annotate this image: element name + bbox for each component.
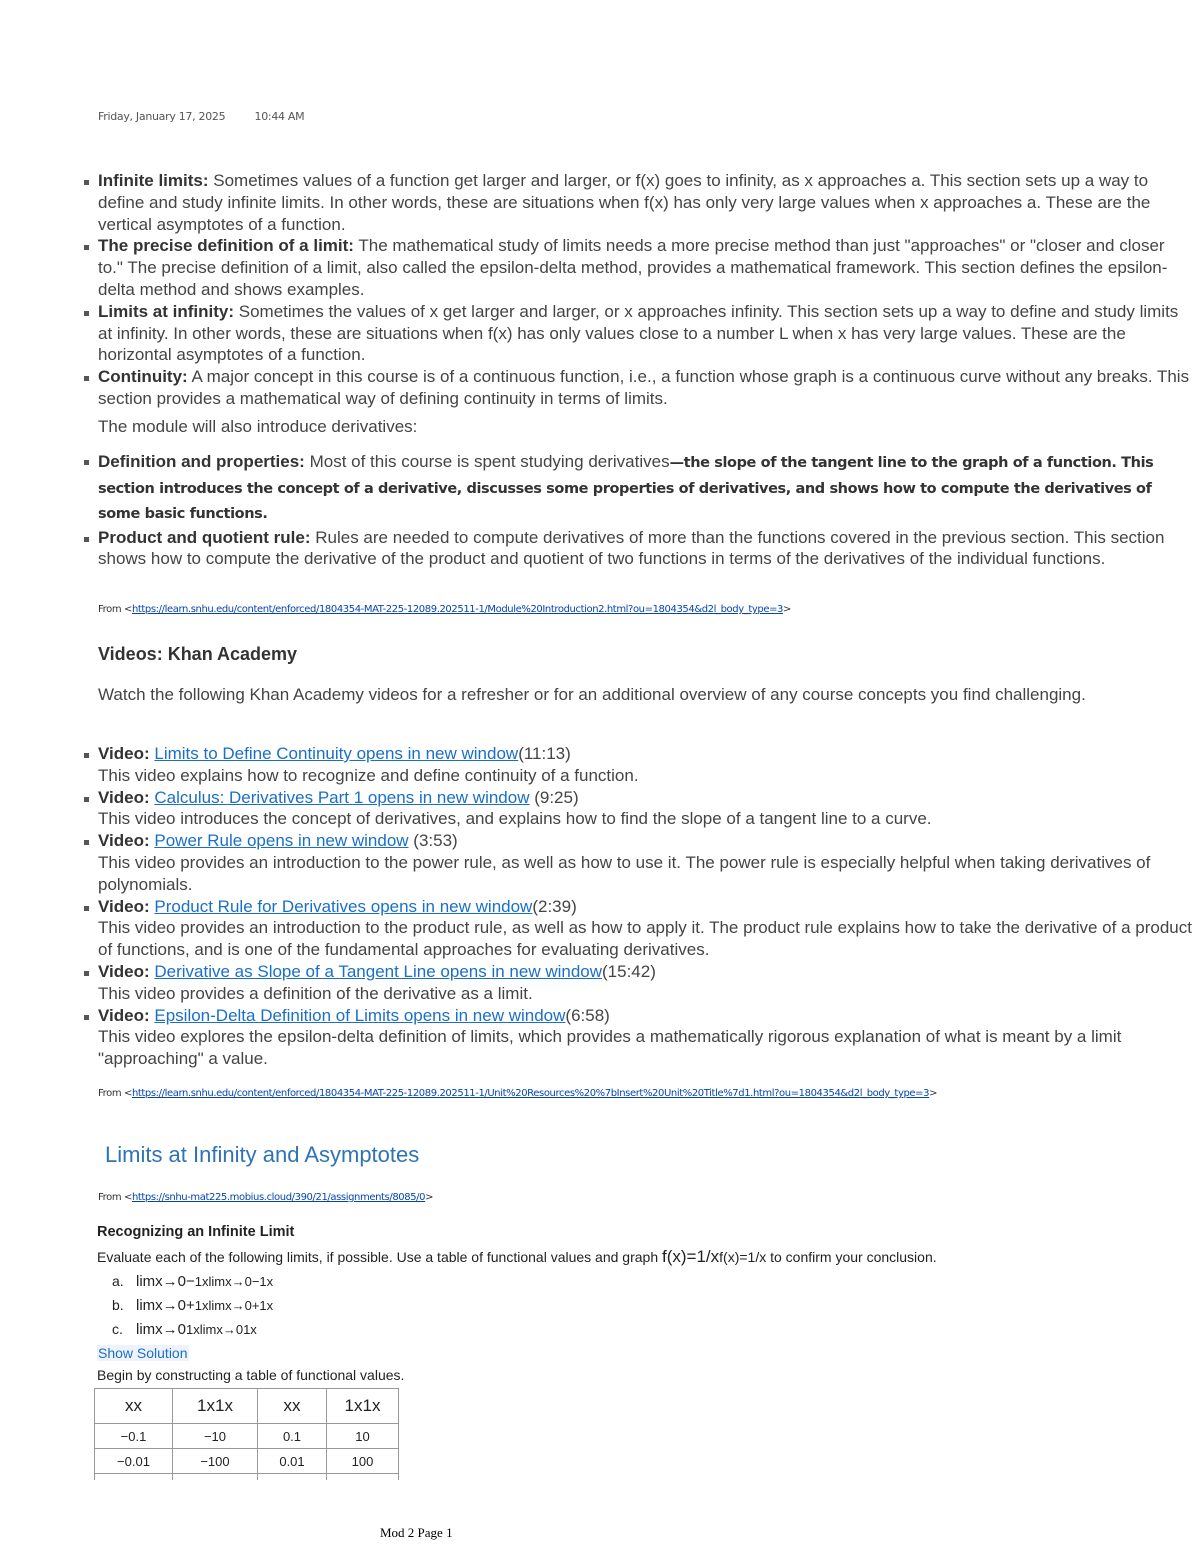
limit-expr: limx→0−	[136, 1273, 195, 1290]
video-duration: (15:42)	[602, 961, 656, 981]
topic-desc: Rules are needed to compute derivatives of more than the functions covered in the previous section. This section shows how to compute the derivative of the product and quotient of two functions in terms of the derivatives of the individual functions.	[98, 527, 1165, 569]
topic-term: Continuity:	[98, 367, 188, 387]
list-item	[80, 170, 1192, 235]
table-cell: −0.01	[95, 1449, 173, 1474]
column-header: 1x1x	[173, 1389, 258, 1424]
list-item	[80, 1005, 1192, 1070]
khan-intro: Watch the following Khan Academy videos for a refresher or for an additional overview of any course concepts you find challenging.	[98, 685, 1086, 704]
source-citation: From <https://snhu-mat225.mobius.cloud/390/21/assignments/8085/0>	[98, 1192, 434, 1203]
video-duration: (6:58)	[565, 1005, 610, 1025]
source-citation: From <https://learn.snhu.edu/content/enforced/1804354-MAT-225-12089.202511-1/Module%20Introduction2.html?ou=1804354&d2l_body_type=3>	[98, 604, 792, 615]
video-link[interactable]: Power Rule opens in new window	[154, 831, 409, 851]
topic-term: The precise definition of a limit:	[98, 236, 354, 256]
note-time: 10:44 AM	[254, 110, 305, 123]
topic-term: Definition and properties:	[98, 452, 305, 471]
source-citation: From <https://learn.snhu.edu/content/enforced/1804354-MAT-225-12089.202511-1/Unit%20Resources%20%7bInsert%20Unit%20Title%7d1.html?ou=1804354&d2l_body_type=3>	[98, 1088, 938, 1099]
module-topics-list	[80, 170, 1192, 410]
topic-term: Limits at infinity:	[98, 301, 234, 321]
example-intro: Evaluate each of the following limits, if possible. Use a table of functional values and graph f(x)=1/xf(x)=1/x to confirm your conclusion.	[97, 1247, 937, 1266]
video-duration: (11:13)	[518, 744, 571, 763]
video-duration: (9:25)	[529, 787, 579, 807]
table-cell: 0.1	[258, 1424, 327, 1449]
table-row	[95, 1424, 399, 1449]
video-link[interactable]: Limits to Define Continuity opens in new window	[154, 744, 519, 763]
video-label: Video:	[98, 787, 150, 807]
list-item	[80, 366, 1192, 410]
note-date: Friday, January 17, 2025	[98, 110, 226, 123]
limit-expr: limx→0	[136, 1321, 187, 1338]
video-label: Video:	[98, 831, 150, 851]
column-header: xx	[258, 1389, 327, 1424]
topic-desc: Sometimes values of a function get larger and larger, or f(x) goes to infinity, as x approaches a. This section sets up a way to define and study infinite limits. In other words, these are situations when f(x) has only very large values when x approaches a. These are the vertical asymptotes of a function.	[98, 171, 1151, 234]
video-link[interactable]: Product Rule for Derivatives opens in new window	[154, 896, 533, 916]
list-item	[80, 961, 1192, 1005]
column-header: 1x1x	[327, 1389, 399, 1424]
table-header-row	[95, 1389, 399, 1424]
video-label: Video:	[98, 1005, 150, 1025]
module-note: The module will also introduce derivatives:	[98, 417, 418, 436]
video-desc: This video provides an introduction to the power rule, as well as how to use it. The power rule is especially helpful when taking derivatives of polynomials.	[98, 852, 1151, 894]
video-link[interactable]: Derivative as Slope of a Tangent Line opens in new window	[154, 961, 603, 981]
list-item: c. limx→01xlimx→01x	[112, 1321, 257, 1338]
video-desc: This video introduces the concept of derivatives, and explains how to find the slope of a tangent line to a curve.	[98, 809, 932, 829]
table-cell: −0.1	[95, 1424, 173, 1449]
function-expr: f(x)=1/x	[662, 1247, 720, 1266]
functional-values-table	[94, 1388, 399, 1480]
video-desc: This video explains how to recognize and define continuity of a function.	[98, 765, 639, 785]
page-footer: Mod 2 Page 1	[380, 1525, 453, 1540]
video-label: Video:	[98, 744, 150, 763]
list-item: b. limx→0+1xlimx→0+1x	[112, 1297, 274, 1314]
video-link[interactable]: Calculus: Derivatives Part 1 opens in new window	[154, 787, 530, 807]
table-row	[95, 1449, 399, 1474]
table-cell: −100	[173, 1449, 258, 1474]
list-item: a. limx→0−1xlimx→0−1x	[112, 1273, 274, 1290]
column-header: xx	[95, 1389, 173, 1424]
list-item	[80, 527, 1192, 571]
show-solution-button[interactable]: Show Solution	[98, 1345, 188, 1361]
list-item	[80, 787, 1192, 831]
section-title: Limits at Infinity and Asymptotes	[105, 1142, 420, 1167]
example-heading: Recognizing an Infinite Limit	[97, 1224, 295, 1240]
limit-parts-list	[112, 1273, 273, 1345]
source-link[interactable]: https://learn.snhu.edu/content/enforced/1804354-MAT-225-12089.202511-1/Module%20Introduction2.html?ou=1804354&d2l_body_type=3	[131, 604, 784, 615]
source-link[interactable]: https://learn.snhu.edu/content/enforced/1804354-MAT-225-12089.202511-1/Unit%20Resources%20%7bInsert%20Unit%20Title%7d1.html?ou=1804354&d2l_body_type=3	[131, 1088, 930, 1099]
topic-desc-bold: —the slope of the tangent line to the graph of a function. This section introduces the concept of a derivative, discusses some properties of derivatives, and shows how to compute the derivatives of some basic functions.	[98, 455, 1154, 522]
video-desc: This video explores the epsilon-delta definition of limits, which provides a mathematically rigorous explanation of what is meant by a limit "approaching" a value.	[98, 1027, 1122, 1069]
topic-desc: Most of this course is spent studying derivatives	[309, 452, 670, 471]
list-item	[80, 450, 1192, 527]
list-item	[80, 743, 1192, 787]
list-item	[80, 235, 1192, 300]
video-link[interactable]: Epsilon-Delta Definition of Limits opens in new window	[154, 1005, 566, 1025]
video-label: Video:	[98, 961, 150, 981]
table-row	[95, 1474, 399, 1481]
topic-desc: The mathematical study of limits needs a more precise method than just "approaches" or "closer and closer to." The precise definition of a limit, also called the epsilon-delta method, provides a mathematical framework. This section defines the epsilon-delta method and shows examples.	[98, 236, 1168, 299]
list-item	[80, 896, 1192, 961]
video-duration: (3:53)	[408, 831, 458, 851]
video-list	[80, 743, 1192, 1070]
topic-desc: Sometimes the values of x get larger and larger, or x approaches infinity. This section sets up a way to define and study limits at infinity. In other words, these are situations when f(x) has only values close to a number L when x has very large values. These are the horizontal asymptotes of a function.	[98, 301, 1179, 365]
note-timestamp	[98, 110, 330, 123]
table-cell: 10	[327, 1424, 399, 1449]
video-desc: This video provides an introduction to the product rule, as well as how to apply it. The product rule explains how to take the derivative of a product of functions, and is one of the fundamental approaches for evaluating derivatives.	[98, 918, 1192, 960]
table-cell: −10	[173, 1424, 258, 1449]
list-item	[80, 301, 1192, 366]
table-cell: 100	[327, 1449, 399, 1474]
list-item	[80, 830, 1192, 895]
topic-term: Infinite limits:	[98, 171, 209, 190]
source-link[interactable]: https://snhu-mat225.mobius.cloud/390/21/assignments/8085/0	[131, 1192, 426, 1203]
khan-heading: Videos: Khan Academy	[98, 644, 298, 664]
table-cell: 0.01	[258, 1449, 327, 1474]
topic-term: Product and quotient rule:	[98, 527, 311, 547]
solution-text: Begin by constructing a table of functional values.	[97, 1367, 405, 1383]
video-desc: This video provides a definition of the derivative as a limit.	[98, 983, 533, 1003]
derivative-topics-list	[80, 450, 1192, 570]
video-label: Video:	[98, 896, 150, 916]
video-duration: (2:39)	[532, 896, 577, 916]
limit-expr: limx→0+	[136, 1297, 195, 1314]
topic-desc: A major concept in this course is of a continuous function, i.e., a function whose graph is a continuous curve without any breaks. This section provides a mathematical way of defining continuity in terms of limits.	[98, 367, 1190, 408]
